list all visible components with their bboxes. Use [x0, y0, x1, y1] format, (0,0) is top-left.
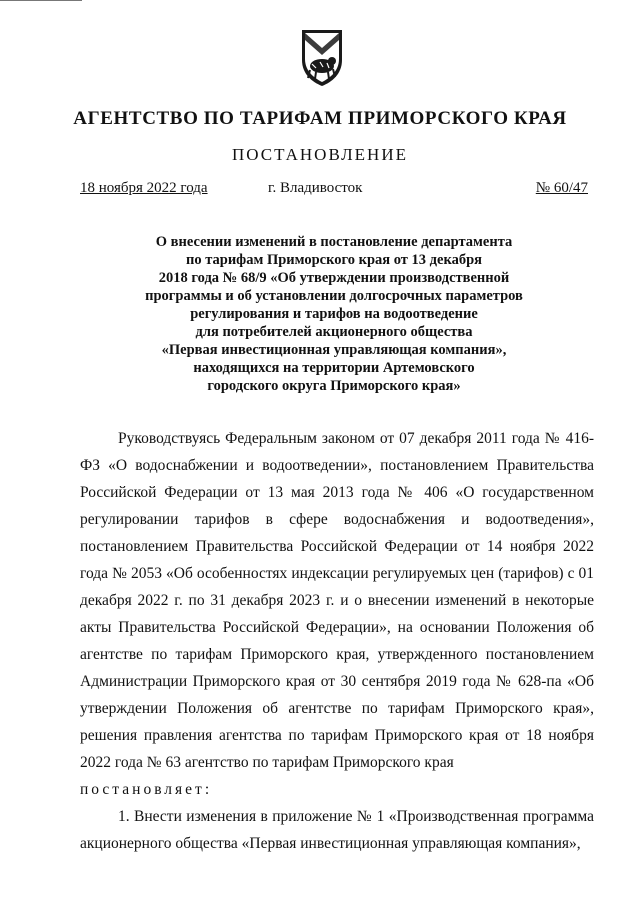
subject-line: для потребителей акционерного общества: [195, 324, 473, 340]
subject-line: находящихся на территории Артемовского: [193, 360, 475, 376]
preamble-paragraph: Руководствуясь Федеральным законом от 07 декабря 2011 года № 416-ФЗ «О водоснабжении и водоотведении», постановлением Правительства Российской Федерации от 13 мая 2013 года № 406 «О государственном регулировании тарифов в сфере водоснабжения и водоотведения», постановлением Правительства Российской Федерации от 14 ноября 2022 года № 2053 «Об особенностях индексации регулируемых цен (тарифов) с 01 декабря 2022 г. по 31 декабря 2023 г. и о внесении изменений в некоторые акты Правительства Российской Федерации», на основании Положения об агентстве по тарифам Приморского края, утвержденного постановлением Администрации Приморского края от 30 сентября 2019 года № 628-па «Об утверждении Положения об агентстве по тарифам Приморского края», решения правления агентства по тарифам Приморского края от 18 ноября 2022 года № 63 агентство по тарифам Приморского края: [80, 430, 594, 771]
document-number: № 60/47: [535, 180, 588, 196]
subject-line: 2018 года № 68/9 «Об утверждении производственной: [158, 270, 510, 286]
subject-line: по тарифам Приморского края от 13 декабря: [185, 252, 482, 268]
document-subject: [80, 233, 588, 395]
document-body: [80, 425, 594, 857]
document-date: 18 ноября 2022 года: [80, 180, 208, 196]
subject-line: «Первая инвестиционная управляющая компания»,: [161, 342, 507, 358]
scan-corner-mark: [0, 0, 82, 5]
document-type: ПОСТАНОВЛЕНИЕ: [231, 145, 408, 164]
subject-line: регулирования и тарифов на водоотведение: [190, 306, 478, 322]
subject-line: программы и об установлении долгосрочных параметров: [145, 288, 523, 304]
document-city: г. Владивосток: [268, 180, 363, 196]
subject-line: городского округа Приморского края»: [207, 378, 461, 394]
resolves-line: постановляет:: [80, 781, 213, 798]
item-1-paragraph: 1. Внести изменения в приложение № 1 «Производственная программа акционерного общества «Первая инвестиционная управляющая компания»,: [80, 808, 594, 852]
agency-title: АГЕНТСТВО ПО ТАРИФАМ ПРИМОРСКОГО КРАЯ: [73, 108, 567, 129]
coat-of-arms-icon: [298, 26, 346, 88]
subject-line: О внесении изменений в постановление департамента: [155, 234, 513, 250]
